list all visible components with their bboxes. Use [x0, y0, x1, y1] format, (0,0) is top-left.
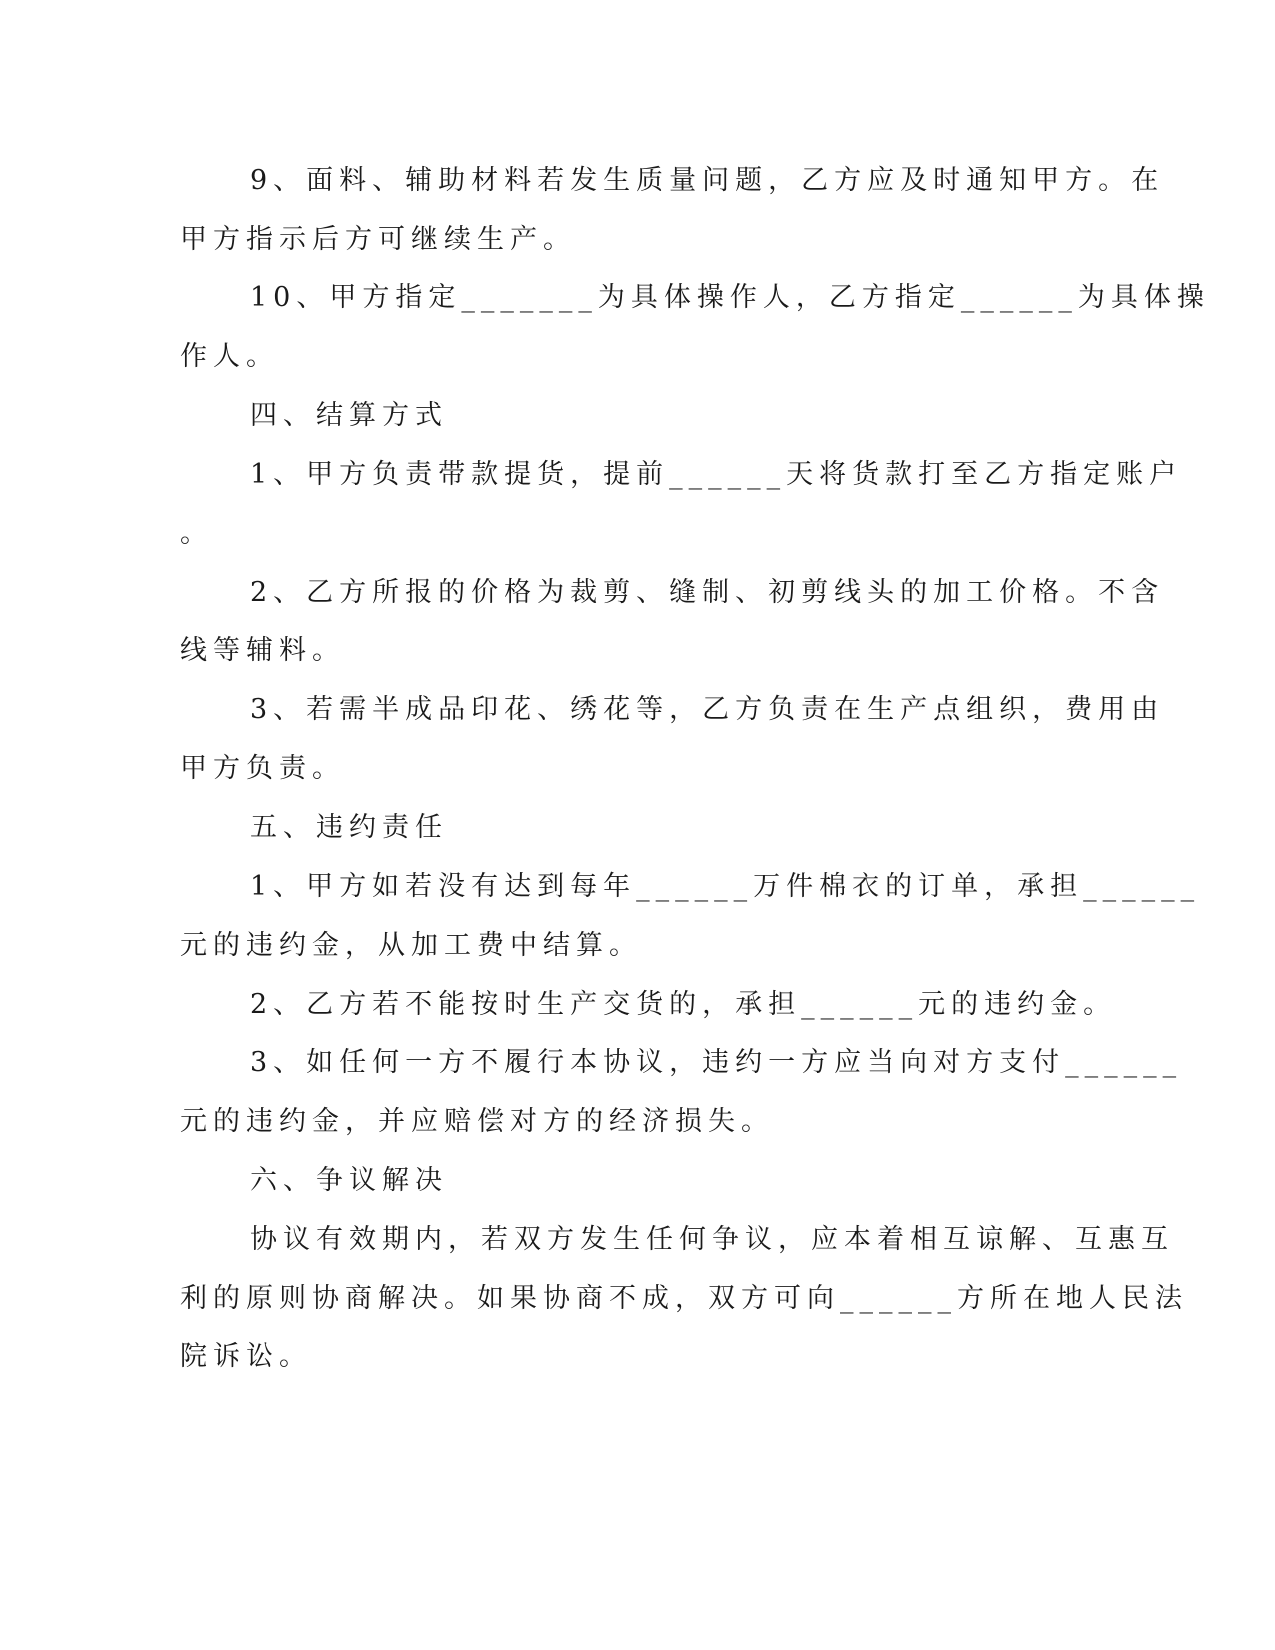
section-heading-settlement: 四、结算方式 [250, 400, 448, 431]
clause-4-1-line-2: 。 [180, 518, 213, 549]
clause-5-1-line-1: 1、甲方如若没有达到每年______万件棉衣的订单，承担______ [250, 871, 1201, 902]
clause-5-1-line-2: 元的违约金，从加工费中结算。 [180, 930, 642, 961]
section-heading-breach: 五、违约责任 [250, 812, 448, 843]
clause-5-3-line-1: 3、如任何一方不履行本协议，违约一方应当向对方支付______ [250, 1047, 1183, 1078]
dispute-para-line-3: 院诉讼。 [180, 1341, 312, 1372]
clause-3-10-line-1: 10、甲方指定_______为具体操作人，乙方指定______为具体操 [250, 282, 1210, 313]
section-heading-dispute: 六、争议解决 [250, 1165, 448, 1196]
clause-3-10-line-2: 作人。 [180, 341, 279, 372]
clause-4-2-line-2: 线等辅料。 [180, 635, 345, 666]
dispute-para-line-2: 利的原则协商解决。如果协商不成，双方可向______方所在地人民法 [180, 1283, 1188, 1314]
clause-4-1-line-1: 1、甲方负责带款提货，提前______天将货款打至乙方指定账户 [250, 459, 1183, 490]
clause-4-3-line-2: 甲方负责。 [180, 753, 345, 784]
clause-3-9-line-1: 9、面料、辅助材料若发生质量问题，乙方应及时通知甲方。在 [250, 165, 1165, 196]
clause-5-3-line-2: 元的违约金，并应赔偿对方的经济损失。 [180, 1106, 774, 1137]
clause-5-2-line-1: 2、乙方若不能按时生产交货的，承担______元的违约金。 [250, 989, 1117, 1020]
clause-4-2-line-1: 2、乙方所报的价格为裁剪、缝制、初剪线头的加工价格。不含 [250, 577, 1165, 608]
clause-4-3-line-1: 3、若需半成品印花、绣花等，乙方负责在生产点组织，费用由 [250, 694, 1165, 725]
dispute-para-line-1: 协议有效期内，若双方发生任何争议，应本着相互谅解、互惠互 [250, 1224, 1174, 1255]
clause-3-9-line-2: 甲方指示后方可继续生产。 [180, 224, 576, 255]
